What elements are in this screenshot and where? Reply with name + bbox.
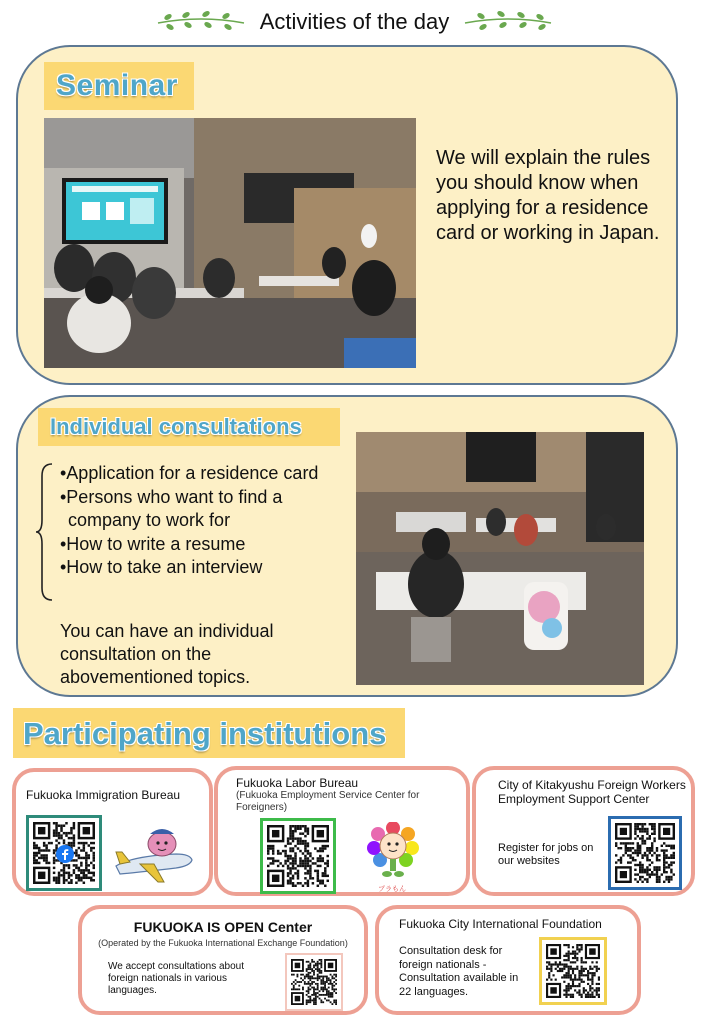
seminar-photo <box>44 118 416 368</box>
qr-code-icon[interactable] <box>285 953 343 1011</box>
institution-name: Fukuoka City International Foundation <box>399 917 602 931</box>
left-brace-icon <box>34 462 56 602</box>
qr-code-icon[interactable] <box>608 816 682 890</box>
seminar-description: We will explain the rules you should know when applying for a residence card or working in Japan. <box>436 147 660 244</box>
list-item: •How to take an interview <box>60 557 263 577</box>
seminar-heading: Seminar <box>44 62 194 110</box>
qr-code-icon[interactable] <box>260 818 336 894</box>
institution-card-immigration <box>12 768 213 896</box>
vine-left-icon <box>156 11 246 33</box>
facebook-icon <box>56 845 74 863</box>
airplane-mascot-icon <box>112 824 194 886</box>
consultation-note: You can have an individual consultation on the abovementioned topics. <box>60 621 274 687</box>
list-item: •How to write a resume <box>60 533 246 554</box>
institution-card-labor-bureau <box>214 766 470 896</box>
institution-name: Fukuoka Labor Bureau <box>236 776 359 790</box>
institution-card-fukuoka-city-international <box>375 905 641 1015</box>
consultation-topics-list <box>60 462 340 580</box>
list-item: •Application for a residence card <box>60 463 319 483</box>
institution-name: City of Kitakyushu Foreign Workers Employment Support Center <box>498 778 686 806</box>
individual-consultations-heading: Individual consultations <box>38 408 340 446</box>
institutions-heading: Participating institutions <box>13 708 405 758</box>
qr-code-icon[interactable] <box>26 815 102 891</box>
flower-mascot-icon <box>364 822 422 886</box>
institution-subtitle: (Fukuoka Employment Service Center for Foreigners) <box>236 790 420 813</box>
list-item: •Persons who want to find a company to work for <box>60 486 283 530</box>
qr-code-icon[interactable] <box>539 937 607 1005</box>
consultation-photo <box>356 432 644 685</box>
institution-subtitle: (Operated by the Fukuoka International Exchange Foundation) <box>98 938 348 948</box>
institution-description: Consultation desk for foreign nationals - Consultation available in 22 languages. <box>399 945 519 998</box>
vine-right-icon <box>463 11 553 33</box>
institution-card-kitakyushu <box>472 766 695 896</box>
institution-name: Fukuoka Immigration Bureau <box>26 788 181 802</box>
page-header <box>0 8 709 35</box>
institution-name: FUKUOKA IS OPEN Center <box>133 919 313 935</box>
institution-card-fukuoka-is-open <box>78 905 368 1015</box>
institution-description: We accept consultations about foreign nationals in various languages. <box>108 961 245 996</box>
page-title: Activities of the day <box>259 9 450 35</box>
institution-description: Register for jobs on our websites <box>498 842 594 867</box>
mascot-caption: プラもん <box>378 886 406 893</box>
